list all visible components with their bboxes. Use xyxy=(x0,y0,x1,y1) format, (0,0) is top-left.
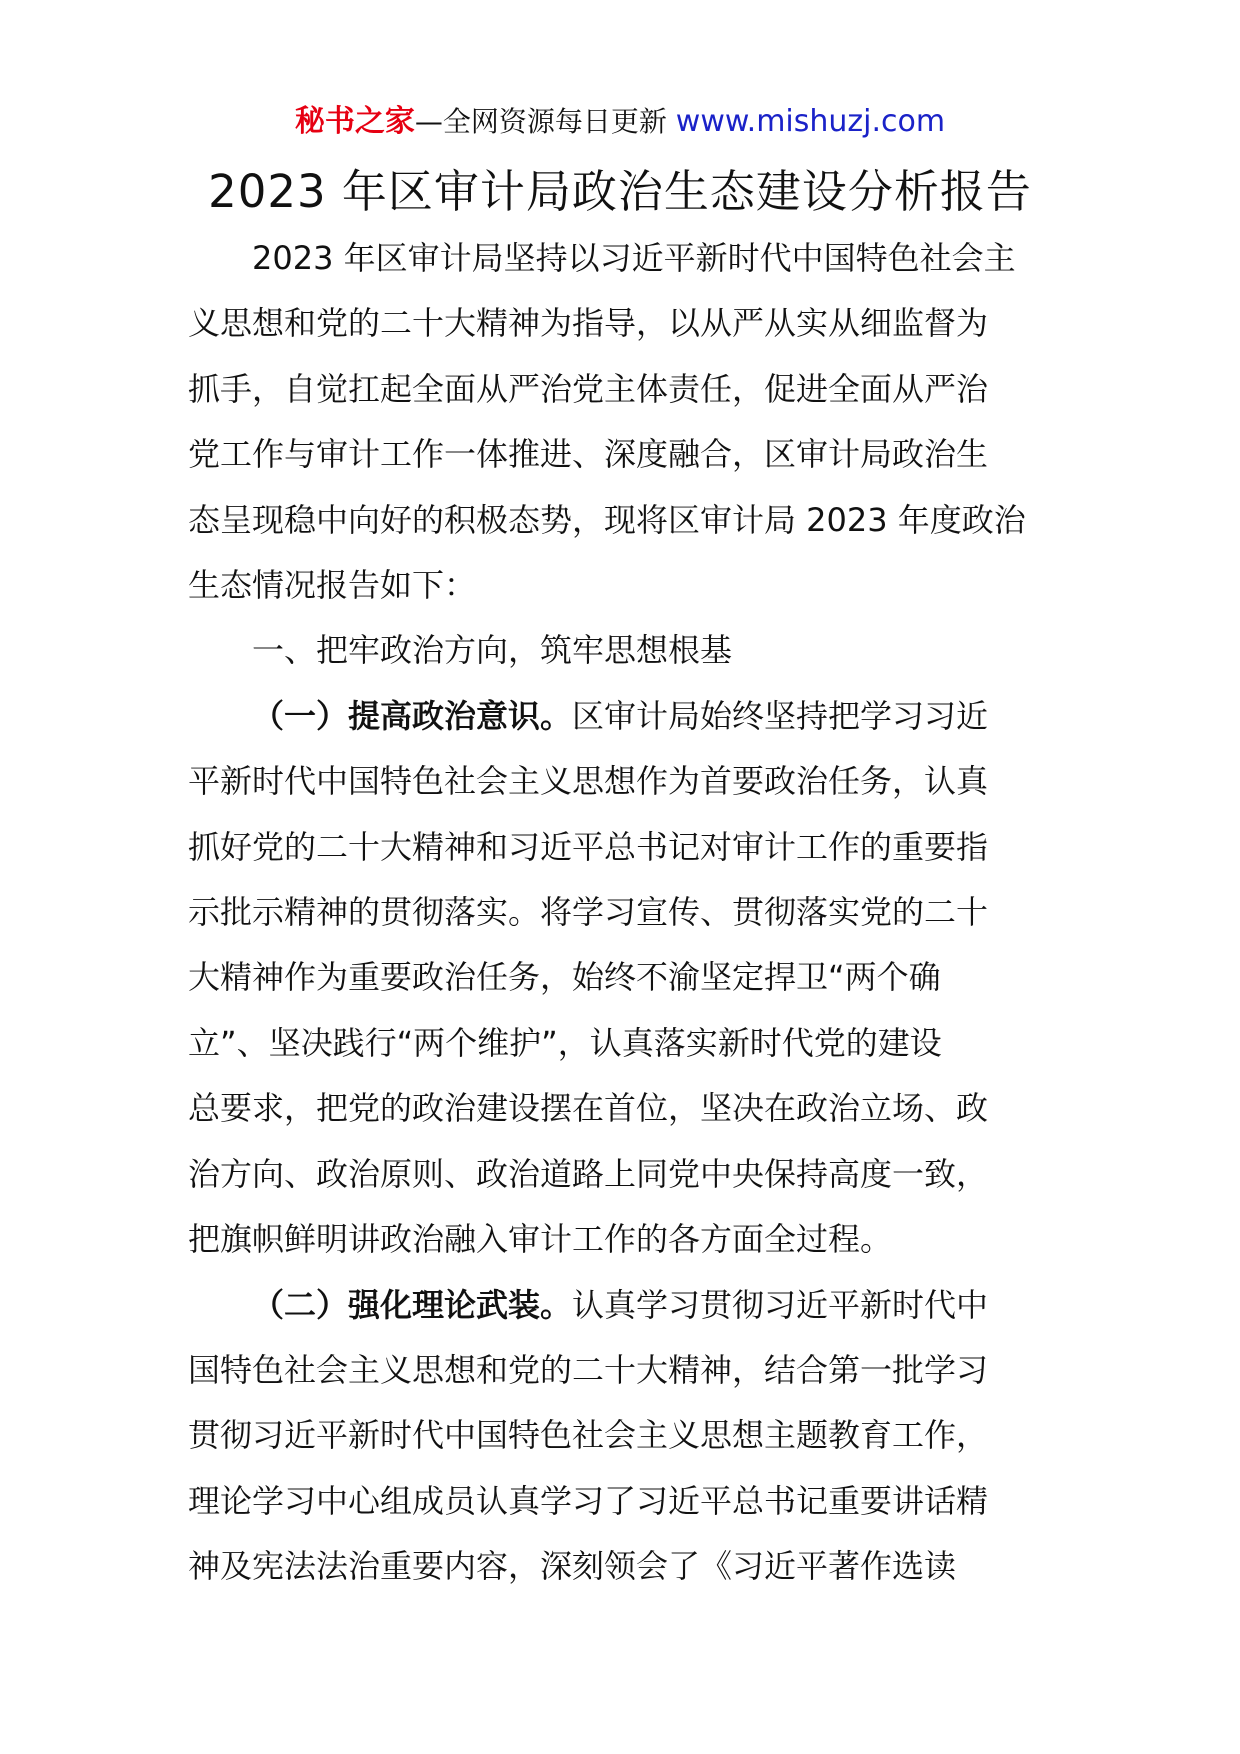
document-title: 2023 年区审计局政治生态建设分析报告 xyxy=(208,165,1032,218)
document-body xyxy=(188,226,1058,1600)
subheading-theory-study: （二）强化理论武装。 xyxy=(252,1285,573,1324)
paragraph-line: 党工作与审计工作一体推进、深度融合，区审计局政治生 xyxy=(188,435,989,474)
paragraph-line: 平新时代中国特色社会主义思想作为首要政治任务，认真 xyxy=(188,762,989,801)
paragraph-line: 抓好党的二十大精神和习近平总书记对审计工作的重要指 xyxy=(188,827,989,866)
site-header xyxy=(0,102,1240,142)
paragraph-line: 总要求，把党的政治建设摆在首位，坚决在政治立场、政 xyxy=(188,1089,989,1128)
header-slogan: —全网资源每日更新 xyxy=(414,105,676,138)
site-url-link[interactable]: www.mishuzj.com xyxy=(675,104,946,139)
paragraph-line: 义思想和党的二十大精神为指导，以从严从实从细监督为 xyxy=(188,304,989,343)
paragraph-line: 国特色社会主义思想和党的二十大精神，结合第一批学习 xyxy=(188,1350,989,1389)
paragraph-line: 2023 年区审计局坚持以习近平新时代中国特色社会主 xyxy=(252,239,1016,277)
paragraph-line: 贯彻习近平新时代中国特色社会主义思想主题教育工作， xyxy=(188,1416,989,1455)
paragraph-line: 大精神作为重要政治任务，始终不渝坚定捍卫“两个确 xyxy=(188,958,941,997)
section-heading: 一、把牢政治方向，筑牢思想根基 xyxy=(252,631,733,670)
paragraph-line: 神及宪法法治重要内容，深刻领会了《习近平著作选读 xyxy=(188,1547,957,1586)
paragraph-line xyxy=(188,1273,1058,1338)
brand-name: 秘书之家 xyxy=(294,104,415,139)
paragraph-line: 把旗帜鲜明讲政治融入审计工作的各方面全过程。 xyxy=(188,1220,893,1259)
paragraph-line: 理论学习中心组成员认真学习了习近平总书记重要讲话精 xyxy=(188,1481,989,1520)
paragraph-line: 抓手，自觉扛起全面从严治党主体责任，促进全面从严治 xyxy=(188,369,989,408)
subheading-political-awareness: （一）提高政治意识。 xyxy=(252,696,573,735)
paragraph-line: 示批示精神的贯彻落实。将学习宣传、贯彻落实党的二十 xyxy=(188,893,989,932)
paragraph-line xyxy=(188,684,1058,749)
paragraph-line: 治方向、政治原则、政治道路上同党中央保持高度一致， xyxy=(188,1154,989,1193)
paragraph-line: 生态情况报告如下： xyxy=(188,566,477,605)
paragraph-line: 立”、坚决践行“两个维护”，认真落实新时代党的建设 xyxy=(188,1023,942,1062)
paragraph-text: 认真学习贯彻习近平新时代中 xyxy=(572,1285,989,1324)
paragraph-line: 态呈现稳中向好的积极态势，现将区审计局 2023 年度政治 xyxy=(188,500,1026,539)
paragraph-text: 区审计局始终坚持把学习习近 xyxy=(572,696,989,735)
